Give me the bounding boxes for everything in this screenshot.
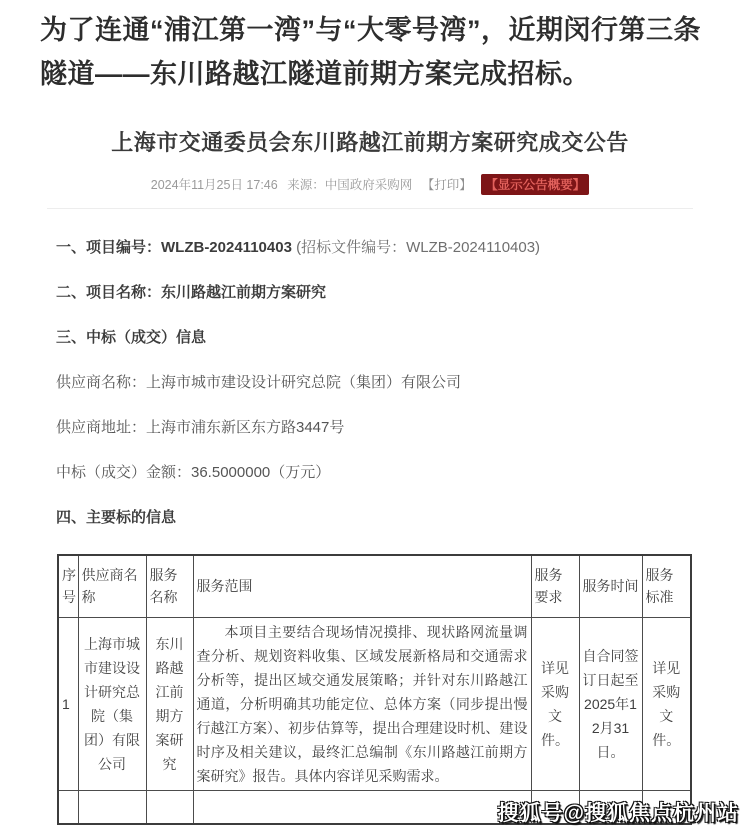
announcement-title: 上海市交通委员会东川路越江前期方案研究成交公告: [111, 130, 629, 155]
cell-service-standard: 详见采购文件。: [642, 617, 691, 790]
show-summary-button[interactable]: 【显示公告概要】: [481, 174, 589, 195]
supplier-name-line: 供应商名称：上海市城市建设设计研究总院（集团）有限公司: [56, 374, 462, 391]
article-lead-paragraph: 为了连通“浦江第一湾”与“大零号湾”，近期闵行第三条隧道——东川路越江隧道前期方案完成招标。: [40, 15, 701, 89]
publish-datetime: 2024年11月25日 17:46: [150, 178, 278, 192]
announcement-meta-line: [0, 174, 740, 195]
cell-service-name: 东川路越江前期方案研究: [146, 617, 193, 790]
project-number-value: 一、项目编号：WLZB-2024110403: [56, 239, 292, 256]
sohu-watermark: 搜狐号@搜狐焦点杭州站: [497, 802, 739, 825]
empty-cell: [78, 790, 146, 824]
source-label: 来源：中国政府采购网: [287, 178, 413, 192]
cell-service-time: 自合同签订日起至2025年12月31日。: [579, 617, 642, 790]
project-name-line: 二、项目名称：东川路越江前期方案研究: [56, 284, 327, 301]
col-header-supplier: 供应商名称: [78, 555, 146, 617]
horizontal-divider: [47, 208, 693, 209]
main-subject-table: [57, 554, 692, 825]
cell-service-scope: 本项目主要结合现场情况摸排、现状路网流量调查分析、规划资料收集、区域发展新格局和交通需求分析等，提出区域交通发展策略；并针对东川路越江通道，分析明确其功能定位、总体方案（同步提出慢行越江方案）、初步估算等，提出合理建设时机、建设时序及相关建议，最终汇总编制《东川路越江前期方案研究》报告。具体内容详见采购需求。: [193, 617, 531, 790]
col-header-service-requirement: 服务要求: [531, 555, 579, 617]
bid-doc-number-note: (招标文件编号：WLZB-2024110403): [296, 239, 541, 256]
cell-service-requirement: 详见采购文件。: [531, 617, 579, 790]
empty-cell: [146, 790, 193, 824]
col-header-service-name: 服务名称: [146, 555, 193, 617]
supplier-address-line: 供应商地址：上海市浦东新区东方路3447号: [56, 419, 345, 436]
cell-supplier: 上海市城市建设设计研究总院（集团）有限公司: [78, 617, 146, 790]
project-number-line: [56, 239, 684, 256]
col-header-no: 序号: [58, 555, 78, 617]
col-header-service-scope: 服务范围: [193, 555, 531, 617]
award-amount-line: 中标（成交）金额：36.5000000（万元）: [56, 464, 331, 481]
col-header-service-standard: 服务标准: [642, 555, 691, 617]
empty-cell: [58, 790, 78, 824]
cell-no: 1: [58, 617, 78, 790]
empty-cell: [193, 790, 531, 824]
col-header-service-time: 服务时间: [579, 555, 642, 617]
table-row: [58, 617, 691, 790]
print-button[interactable]: 【打印】: [421, 178, 472, 192]
announcement-body: [56, 239, 684, 526]
main-subject-heading: 四、主要标的信息: [56, 509, 177, 526]
table-header-row: [58, 555, 691, 617]
award-info-heading: 三、中标（成交）信息: [56, 329, 207, 346]
